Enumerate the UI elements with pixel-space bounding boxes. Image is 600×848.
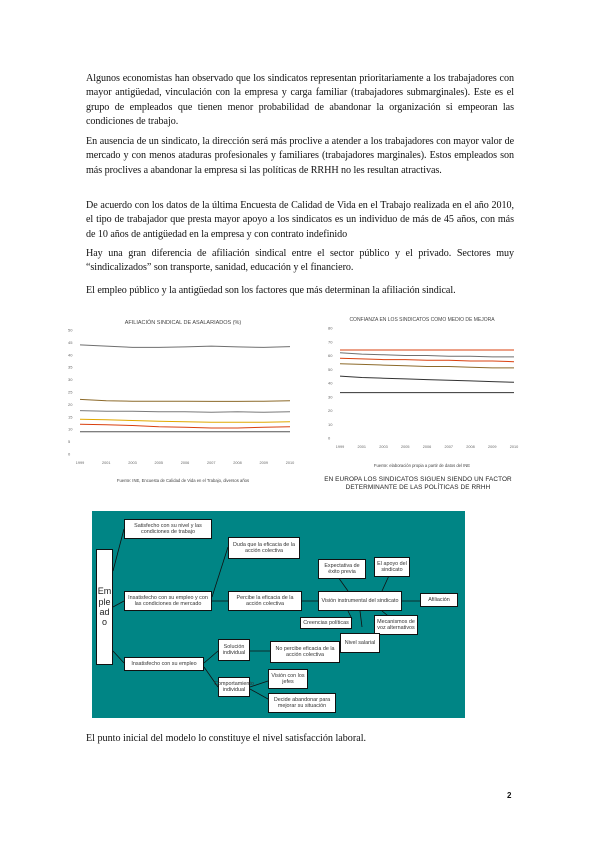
paragraph-5: El empleo público y la antigüedad son los factores que más determinan la afiliación sindical. xyxy=(86,285,456,296)
box-individual-behavior: Comportamiento individual xyxy=(218,677,250,697)
series-line xyxy=(340,376,514,382)
x-tick-label: 1999 xyxy=(335,445,345,449)
series-line xyxy=(80,411,290,413)
paragraph-4: Hay una gran diferencia de afiliación sindical entre el sector público y el privado. Sectores muy “sindicalizados” son transporte, sanidad, educación y el financiero. xyxy=(86,248,514,274)
box-satisfied: Satisfecho con su nivel y las condiciones de trabajo xyxy=(124,519,212,539)
chart-trust xyxy=(318,312,526,472)
box-dissatisfied-market: Insatisfecho con su empleo y con las condiciones de mercado xyxy=(124,591,212,611)
x-tick-label: 2001 xyxy=(102,461,111,465)
series-line xyxy=(80,399,290,401)
box-expectation: Expectativa de éxito previa xyxy=(318,559,366,579)
series-line xyxy=(80,419,290,422)
y-tick-label: 5 xyxy=(68,439,71,445)
box-voice-mechanisms: Mecanismos de voz alternativos xyxy=(374,615,418,635)
x-tick-label: 2003 xyxy=(379,445,388,449)
y-tick-label: 35 xyxy=(68,364,73,370)
union-model-diagram xyxy=(92,511,465,718)
y-tick-label: 30 xyxy=(68,377,73,383)
chart-caption: EN EUROPA LOS SINDICATOS SIGUEN SIENDO UN FACTOR DETERMINANTE DE LAS POLÍTICAS DE RRHH xyxy=(324,476,512,492)
box-perceives-efficacy: Percibe la eficacia de la acción colectiva xyxy=(228,591,302,611)
x-tick-label: 2005 xyxy=(154,461,163,465)
chart-source: Fuente: elaboración propia a partir de datos del INE xyxy=(373,463,471,468)
paragraph-1: Algunos economistas han observado que los sindicatos representan prioritariamente a los trabajadores con mayor antigüedad, vinculación con la empresa y carga familiar (trabajadores submarginales). Este es el grupo de empleados que tienen menor probabilidad de abandonar la organización si empeoran las condiciones de trabajo. xyxy=(86,73,514,127)
x-tick-label: 2001 xyxy=(357,445,366,449)
y-tick-label: 70 xyxy=(328,339,333,345)
box-political-beliefs: Creencias políticas xyxy=(300,617,352,629)
x-tick-label: 2008 xyxy=(233,461,242,465)
y-tick-label: 45 xyxy=(68,339,73,345)
series-line xyxy=(80,424,290,428)
closing-paragraph: El punto inicial del modelo lo constituye el nivel satisfacción laboral. xyxy=(86,733,367,744)
paragraph-3: De acuerdo con los datos de la última Encuesta de Calidad de Vida en el Trabajo realizada en el año 2010, el tipo de trabajador que presta mayor apoyo a los sindicatos es un individuo de más de 45 años, con más de 10 años de antigüedad en la empresa y con contrato indefinido xyxy=(86,200,514,240)
series-line xyxy=(80,345,290,348)
y-tick-label: 20 xyxy=(328,408,333,413)
y-tick-label: 0 xyxy=(328,435,331,441)
x-tick-label: 2010 xyxy=(285,461,295,465)
y-tick-label: 20 xyxy=(68,401,73,407)
box-dissatisfied: Insatisfecho con su empleo xyxy=(124,657,204,671)
y-tick-label: 10 xyxy=(68,426,73,432)
y-tick-label: 40 xyxy=(328,380,333,386)
box-bosses-view: Visión con los jefes xyxy=(268,669,308,689)
y-tick-label: 80 xyxy=(328,325,333,331)
box-salary-level: Nivel salarial xyxy=(340,633,380,653)
chart-affiliation xyxy=(58,314,308,486)
box-individual-solution: Solución individual xyxy=(218,639,250,661)
chart-title: CONFIANZA EN LOS SINDICATOS COMO MEDIO DE MEJORA xyxy=(349,317,495,323)
x-tick-label: 2009 xyxy=(488,445,497,449)
x-tick-label: 2006 xyxy=(422,445,432,449)
x-tick-label: 1999 xyxy=(75,461,85,465)
y-tick-label: 0 xyxy=(68,451,71,457)
y-tick-label: 60 xyxy=(328,353,333,358)
box-decides-leave: Decide abandonar para mejorar su situación xyxy=(268,693,336,713)
box-affiliation: Afiliación xyxy=(420,593,458,607)
y-tick-label: 50 xyxy=(68,327,73,333)
x-tick-label: 2007 xyxy=(444,445,453,449)
x-tick-label: 2008 xyxy=(466,445,475,449)
employee-box: Empleado xyxy=(96,549,113,665)
y-tick-label: 40 xyxy=(68,352,73,358)
y-tick-label: 25 xyxy=(68,389,73,395)
series-line xyxy=(340,364,514,368)
y-tick-label: 50 xyxy=(328,366,333,372)
box-union-support: El apoyo del sindicato xyxy=(374,557,410,577)
series-line xyxy=(340,353,514,357)
y-tick-label: 15 xyxy=(68,414,73,420)
x-tick-label: 2007 xyxy=(207,461,216,465)
x-tick-label: 2009 xyxy=(259,461,268,465)
x-tick-label: 2010 xyxy=(509,445,519,449)
box-doubts-efficacy: Duda que la eficacia de la acción colectiva xyxy=(228,537,300,559)
x-tick-label: 2005 xyxy=(401,445,410,449)
paragraph-2: En ausencia de un sindicato, la dirección será más proclive a atender a los trabajadores con mayor valor de mercado y con menos ataduras profesionales y familiares (trabajadores marginales). Estos empleados son más proclives a abandonar la empresa si las políticas de RRHH no les resultan atractivas. xyxy=(86,136,514,176)
chart-title: AFILIACIÓN SINDICAL DE ASALARIADOS (%) xyxy=(124,320,242,326)
chart-source: Fuente: INE, Encuesta de Calidad de Vida en el Trabajo, diversos años xyxy=(116,478,250,483)
box-no-efficacy: No percibe eficacia de la acción colectiva xyxy=(270,641,340,663)
x-tick-label: 2003 xyxy=(128,461,137,465)
y-tick-label: 10 xyxy=(328,421,333,427)
series-line xyxy=(340,358,514,361)
x-tick-label: 2006 xyxy=(180,461,190,465)
page-number: 2 xyxy=(507,791,512,800)
y-tick-label: 30 xyxy=(328,394,333,400)
box-instrumental-view: Visión instrumental del sindicato xyxy=(318,591,402,611)
